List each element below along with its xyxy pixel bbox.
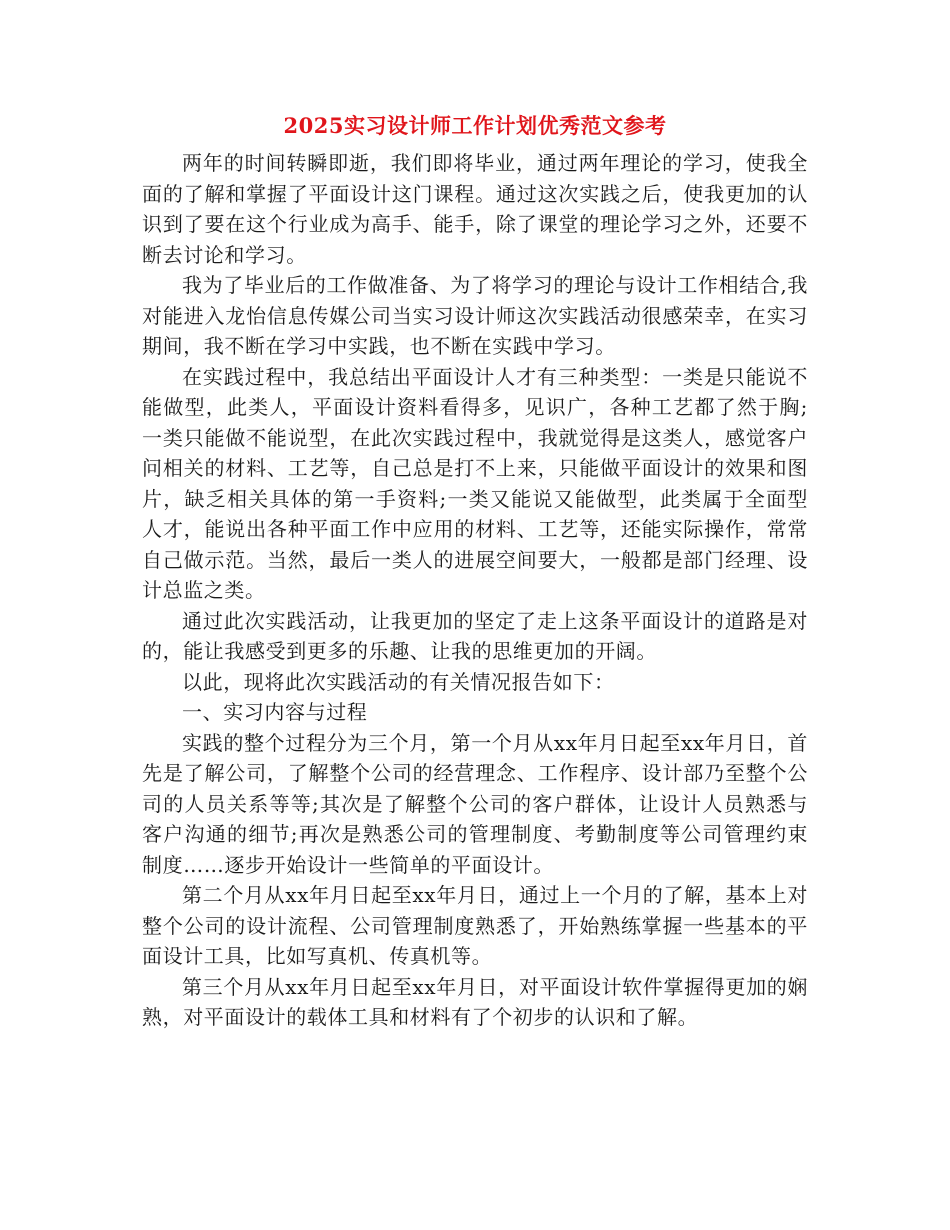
document-title: 2025实习设计师工作计划优秀范文参考: [283, 113, 667, 138]
paragraph: 在实践过程中，我总结出平面设计人才有三种类型：一类是只能说不能做型，此类人，平面设计资料看得多，见识广，各种工艺都了然于胸;一类只能做不能说型，在此次实践过程中，我就觉得是这类人，感觉客户问相关的材料、工艺等，自己总是打不上来，只能做平面设计的效果和图片，缺乏相关具体的第一手资料;一类又能说又能做型，此类属于全面型人才，能说出各种平面工作中应用的材料、工艺等，还能实际操作，常常自己做示范。当然，最后一类人的进展空间要大，一般都是部门经理、设计总监之类。: [142, 364, 808, 602]
paragraph: 第三个月从xx年月日起至xx年月日，对平面设计软件掌握得更加的娴熟，对平面设计的载体工具和材料有了个初步的认识和了解。: [142, 974, 808, 1029]
section-heading: 一、实习内容与过程: [182, 700, 368, 724]
paragraph: 第二个月从xx年月日起至xx年月日，通过上一个月的了解，基本上对整个公司的设计流程、公司管理制度熟悉了，开始熟练掌握一些基本的平面设计工具，比如写真机、传真机等。: [142, 883, 808, 968]
paragraph: 以此，现将此次实践活动的有关情况报告如下：: [182, 669, 615, 694]
document-body: [142, 148, 808, 1033]
paragraph: 实践的整个过程分为三个月，第一个月从xx年月日起至xx年月日，首先是了解公司，了解整个公司的经营理念、工作程序、设计部乃至整个公司的人员关系等等;其次是了解整个公司的客户群体，让设计人员熟悉与客户沟通的细节;再次是熟悉公司的管理制度、考勤制度等公司管理约束制度……逐步开始设计一些简单的平面设计。: [142, 730, 808, 877]
paragraph: 我为了毕业后的工作做准备、为了将学习的理论与设计工作相结合,我对能进入龙怡信息传媒公司当实习设计师这次实践活动很感荣幸，在实习期间，我不断在学习中实践，也不断在实践中学习。: [142, 273, 808, 358]
paragraph: 通过此次实践活动，让我更加的坚定了走上这条平面设计的道路是对的，能让我感受到更多的乐趣、让我的思维更加的开阔。: [142, 608, 808, 663]
paragraph: 两年的时间转瞬即逝，我们即将毕业，通过两年理论的学习，使我全面的了解和掌握了平面设计这门课程。通过这次实践之后，使我更加的认识到了要在这个行业成为高手、能手，除了课堂的理论学习之外，还要不断去讨论和学习。: [142, 151, 808, 267]
